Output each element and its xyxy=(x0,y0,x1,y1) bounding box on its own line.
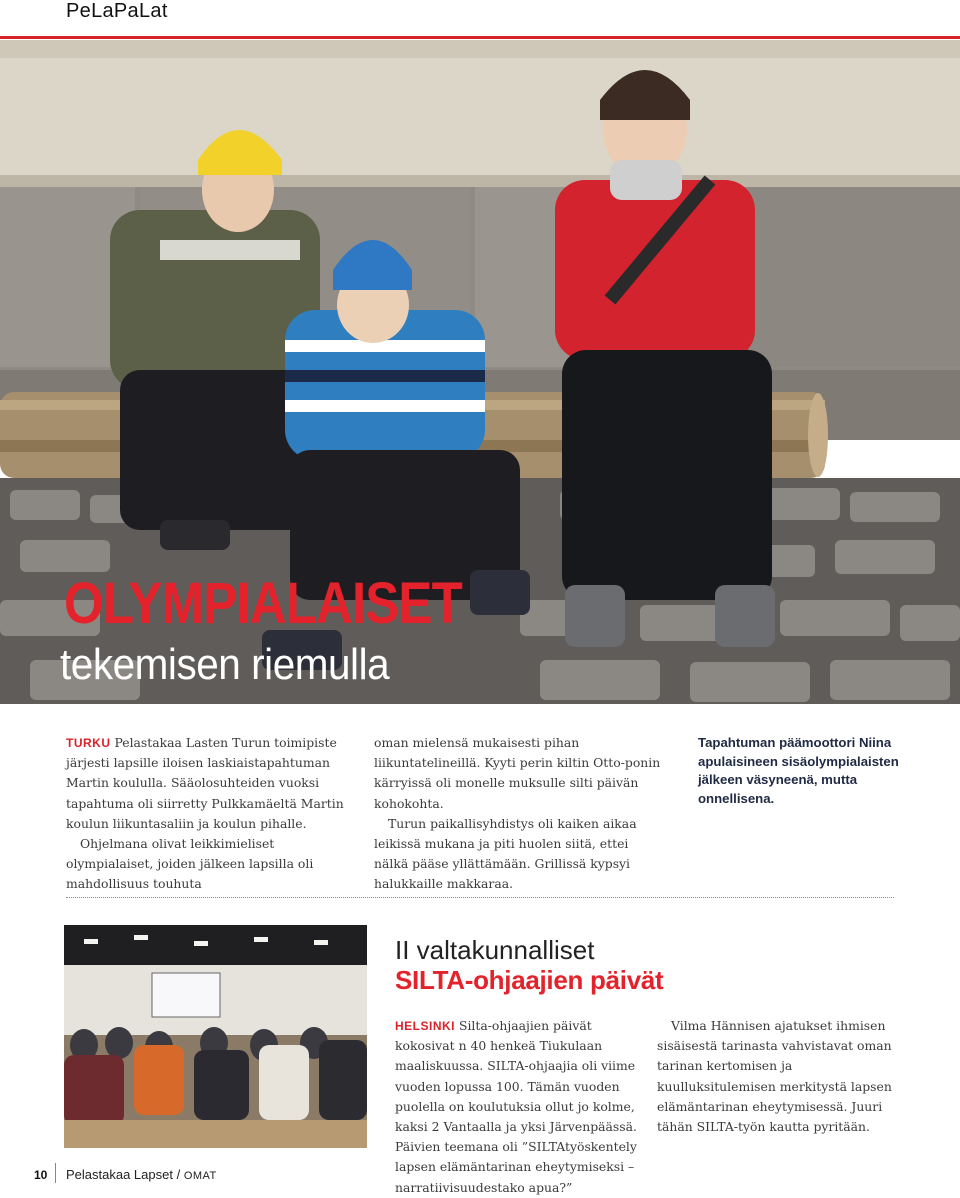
article2-col1-text: Silta-ohjaajien päivät kokosivat n 40 henkeä Tiukulaan maaliskuussa. SILTA-ohjaajia oli viime vuoden lopussa 100. Tämän vuoden puolella on koulutuksia ollut jo kolme, kaksi 2 Vantaalla ja yksi Järvenpäässä. Päivien teemana oli ”SILTAtyöskentely lapsen elämäntarinan eheytymiseksi – narratiivisuudestako apua?” xyxy=(395,1018,637,1195)
article2-column2 xyxy=(657,1016,902,1137)
page-number: 10 xyxy=(34,1168,48,1182)
hero-title: OLYMPIALAISET xyxy=(64,571,462,636)
footer-section: OMAT xyxy=(183,1170,217,1182)
article2-column1 xyxy=(395,1016,639,1198)
seminar-photo xyxy=(64,925,367,1148)
article1-paragraph1 xyxy=(66,733,362,834)
article1-col1-p2: Ohjelmana olivat leikkimieliset olympialaiset, joiden jälkeen lapsilla oli mahdollisuus touhuta xyxy=(66,836,314,892)
section-divider xyxy=(66,897,894,898)
hero-photo xyxy=(0,40,960,704)
section-tag: PeLaPaLat xyxy=(66,0,168,22)
article1-col2-p1: oman mielensä mukaisesti pihan liikuntatelineillä. Kyyti perin kiltin Otto-ponin kärryissä oli monelle muksulle silti päivän kohokohta. xyxy=(374,735,661,811)
article2-lead: HELSINKI xyxy=(395,1019,456,1033)
article1-column1 xyxy=(66,733,362,895)
hero-subtitle: tekemisen riemulla xyxy=(60,640,390,689)
magazine-name: Pelastakaa Lapset xyxy=(66,1167,173,1182)
footer-magazine: Pelastakaa Lapset / OMAT xyxy=(66,1167,217,1182)
article1-lead: TURKU xyxy=(66,736,111,750)
article2-paragraph1 xyxy=(395,1016,639,1198)
article1-col2-p2: Turun paikallisyhdistys oli kaiken aikaa leikissä mukana ja piti huolen siitä, ettei nälkä pääse yllättämään. Grillissä kypsyi halukkaille makkaraa. xyxy=(374,815,637,892)
article2-title-line1: II valtakunnalliset xyxy=(395,935,595,965)
footer-divider xyxy=(55,1163,56,1183)
article1-col1-p1: Pelastakaa Lasten Turun toimipiste järjesti lapsille iloisen laskiaistapahtuman Martin koululla. Sääolosuhteiden vuoksi tapahtuma oli siirretty Pulkkamäeltä Martin koulun liikuntasaliin ja koulun pihalle. xyxy=(66,735,344,831)
article2-title-line2: SILTA-ohjaajien päivät xyxy=(395,965,664,995)
photo-caption: Tapahtuman päämoottori Niina apulaisineen sisäolympialaisten jälkeen väsyneenä, mutta onnellisena. xyxy=(698,735,899,806)
article1-column2 xyxy=(374,733,664,895)
article2-col2-text: Vilma Hännisen ajatukset ihmisen sisäisestä tarinasta vahvistavat oman tarinan kertomisen ja kuulluksitulemisen merkitystä lapsen elämäntarinan eheytymisessä. Juuri tähän SILTA-työn kautta pyritään. xyxy=(657,1018,892,1135)
header-rule xyxy=(0,36,960,39)
